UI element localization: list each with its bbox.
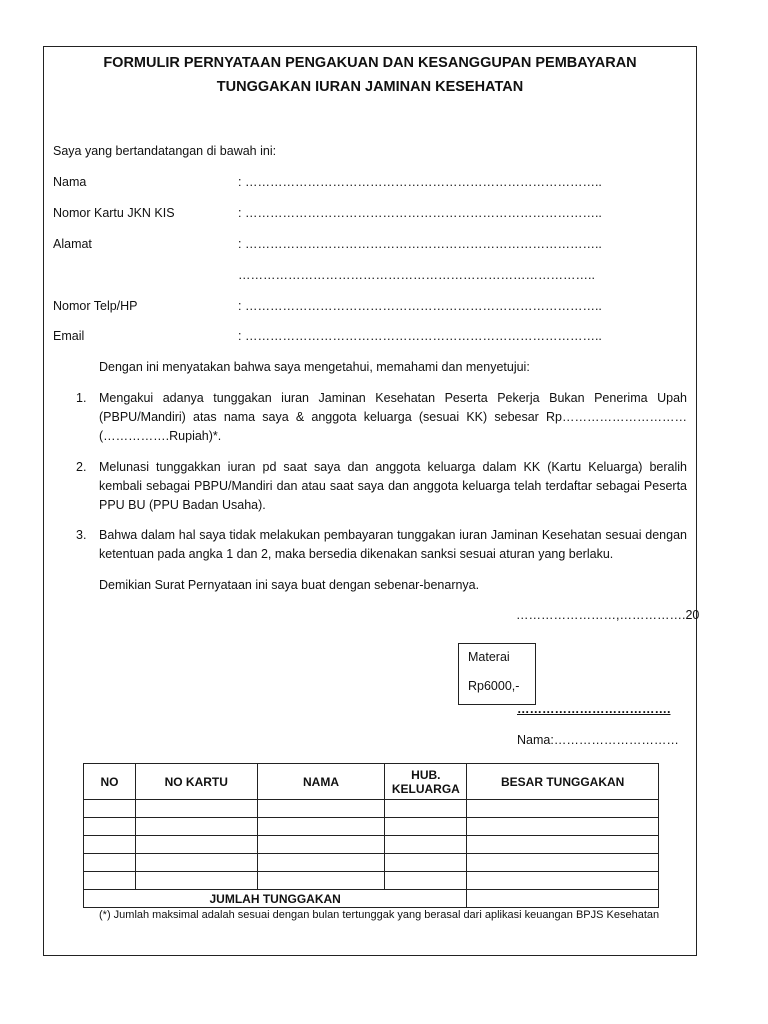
table-cell[interactable] (257, 872, 385, 890)
footnote: (*) Jumlah maksimal adalah sesuai dengan bulan tertunggak yang berasal dari aplikasi keuangan BPJS Kesehatan (99, 909, 660, 921)
table-row (84, 872, 659, 890)
table-row (84, 800, 659, 818)
field-label-telp: Nomor Telp/HP (53, 299, 138, 313)
field-label-nomor-kartu: Nomor Kartu JKN KIS (53, 206, 175, 220)
table-cell[interactable] (385, 836, 467, 854)
table-cell[interactable] (257, 818, 385, 836)
form-title-line2: TUNGGAKAN IURAN JAMINAN KESEHATAN (216, 79, 524, 95)
materai-stamp-box (458, 643, 536, 705)
table-cell[interactable] (385, 818, 467, 836)
table-row (84, 836, 659, 854)
field-value-telp[interactable]: : ………………………………………………………………………….. (238, 299, 602, 313)
table-header-row (84, 764, 659, 800)
column-header-no: NO (84, 764, 136, 800)
column-header-hub-keluarga: HUB. KELUARGA (385, 764, 467, 800)
field-value-nama[interactable]: : ………………………………………………………………………….. (238, 175, 602, 189)
table-cell[interactable] (257, 836, 385, 854)
field-label-email: Email (53, 329, 85, 343)
materai-label: Materai (468, 650, 510, 664)
item-number: 1. (76, 391, 87, 405)
item-number: 3. (76, 528, 87, 542)
name-line[interactable]: Nama:………………………… (517, 733, 679, 747)
field-value-nomor-kartu[interactable]: : ………………………………………………………………………….. (238, 206, 602, 220)
total-label: JUMLAH TUNGGAKAN (84, 890, 467, 908)
table-cell[interactable] (84, 818, 136, 836)
arrears-table (83, 763, 659, 908)
materai-amount: Rp6000,- (468, 679, 520, 693)
table-cell[interactable] (135, 800, 257, 818)
table-cell[interactable] (385, 872, 467, 890)
closing-text: Demikian Surat Pernyataan ini saya buat dengan sebenar-benarnya. (99, 578, 480, 592)
place-date-line[interactable]: ……………………,…………….20 (516, 608, 700, 622)
field-value-email[interactable]: : ………………………………………………………………………….. (238, 329, 602, 343)
table-cell[interactable] (467, 818, 659, 836)
field-value-alamat-2[interactable]: ………………………………………………………………………….. (238, 268, 595, 282)
table-total-row (84, 890, 659, 908)
table-cell[interactable] (135, 854, 257, 872)
table-cell[interactable] (135, 836, 257, 854)
table-cell[interactable] (84, 800, 136, 818)
table-cell[interactable] (135, 872, 257, 890)
field-label-alamat: Alamat (53, 237, 92, 251)
intro-text: Saya yang bertandatangan di bawah ini: (53, 144, 277, 158)
table-cell[interactable] (257, 800, 385, 818)
form-title-line1: FORMULIR PERNYATAAN PENGAKUAN DAN KESANGGUPAN PEMBAYARAN (103, 55, 637, 71)
table-row (84, 818, 659, 836)
table-row (84, 854, 659, 872)
item-text: Melunasi tunggakkan iuran pd saat saya dan anggota keluarga dalam KK (Kartu Keluarga) beralih kembali sebagai PBPU/Mandiri dan atau saat saya dan anggota keluarga telah terdaftar sebagai Peserta PPU BU (PPU Badan Usaha). (99, 460, 687, 512)
table-cell[interactable] (257, 854, 385, 872)
table-cell[interactable] (385, 854, 467, 872)
signature-line[interactable]: ………………………………. (517, 702, 671, 716)
table-cell[interactable] (84, 854, 136, 872)
table-cell[interactable] (467, 836, 659, 854)
table-cell[interactable] (467, 854, 659, 872)
field-label-nama: Nama (53, 175, 87, 189)
table-cell[interactable] (467, 872, 659, 890)
column-header-besar-tunggakan: BESAR TUNGGAKAN (467, 764, 659, 800)
table-cell[interactable] (135, 818, 257, 836)
table-cell[interactable] (84, 872, 136, 890)
item-text: Bahwa dalam hal saya tidak melakukan pembayaran tunggakan iuran Jaminan Kesehatan sesuai dengan ketentuan pada angka 1 dan 2, maka bersedia dikenakan sanksi sesuai aturan yang berlaku. (99, 528, 687, 561)
total-value-cell[interactable] (467, 890, 659, 908)
table-cell[interactable] (467, 800, 659, 818)
item-text: Mengakui adanya tunggakan iuran Jaminan Kesehatan Peserta Pekerja Bukan Penerima Upah (PBPU/Mandiri) atas nama saya & anggota keluarga (sesuai KK) sebesar Rp………………………… (…………….Rupiah)*. (99, 391, 687, 443)
field-value-alamat[interactable]: : ………………………………………………………………………….. (238, 237, 602, 251)
table-cell[interactable] (385, 800, 467, 818)
table-cell[interactable] (84, 836, 136, 854)
statement-text: Dengan ini menyatakan bahwa saya mengetahui, memahami dan menyetujui: (99, 360, 530, 374)
column-header-no-kartu: NO KARTU (135, 764, 257, 800)
item-number: 2. (76, 460, 87, 474)
column-header-nama: NAMA (257, 764, 385, 800)
